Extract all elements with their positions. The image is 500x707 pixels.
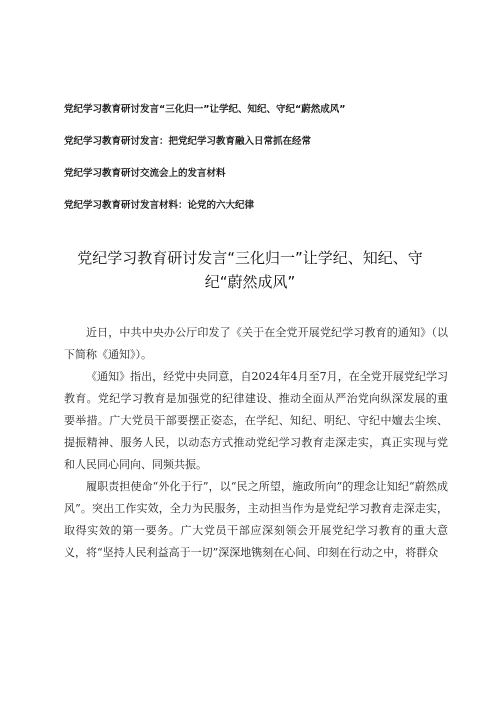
title-line-2: 纪“蔚然成风”: [204, 273, 296, 291]
toc-item: 党纪学习教育研讨发言“三化归一”让学纪、知纪、守纪“蔚然成风”: [64, 104, 346, 115]
toc-item: 党纪学习教育研讨发言材料：论党的六大纪律: [64, 200, 255, 211]
toc-item: 党纪学习教育研讨交流会上的发言材料: [64, 168, 226, 179]
body-paragraph: 履职责担使命“外化于行”，以“民之所望，施政所向”的理念让知纪“蔚然成风”。突出工作实效，全力为民服务，主动担当作为是党纪学习教育走深走实，取得实效的第一要务。广大党员干部应深刻领会开展党纪学习教育的重大意义，将“坚持人民利益高于一切”深深地镌刻在心间、印刻在行动之中，将群众: [64, 480, 448, 559]
table-of-contents: [64, 104, 464, 232]
body-paragraph: 《通知》指出，经党中央同意，自2024年4月至7月，在全党开展党纪学习教育。党纪学习教育是加强党的纪律建设、推动全面从严治党向纵深发展的重要举措。广大党员干部要摆正姿态，在学纪、知纪、明纪、守纪中嬗去尘埃、提振精神、服务人民，以动态方式推动党纪学习教育走深走实，真正实现与党和人民同心同向、同频共振。: [64, 370, 448, 471]
body-paragraph: 近日，中共中央办公厅印发了《关于在全党开展党纪学习教育的通知》（以下简称《通知》）。: [64, 326, 448, 361]
toc-item: 党纪学习教育研讨发言：把党纪学习教育融入日常抓在经常: [64, 136, 312, 147]
document-title: [70, 246, 430, 294]
title-line-1: 党纪学习教育研讨发言“三化归一”让学纪、知纪、守: [77, 249, 423, 267]
document-body: [64, 322, 448, 564]
